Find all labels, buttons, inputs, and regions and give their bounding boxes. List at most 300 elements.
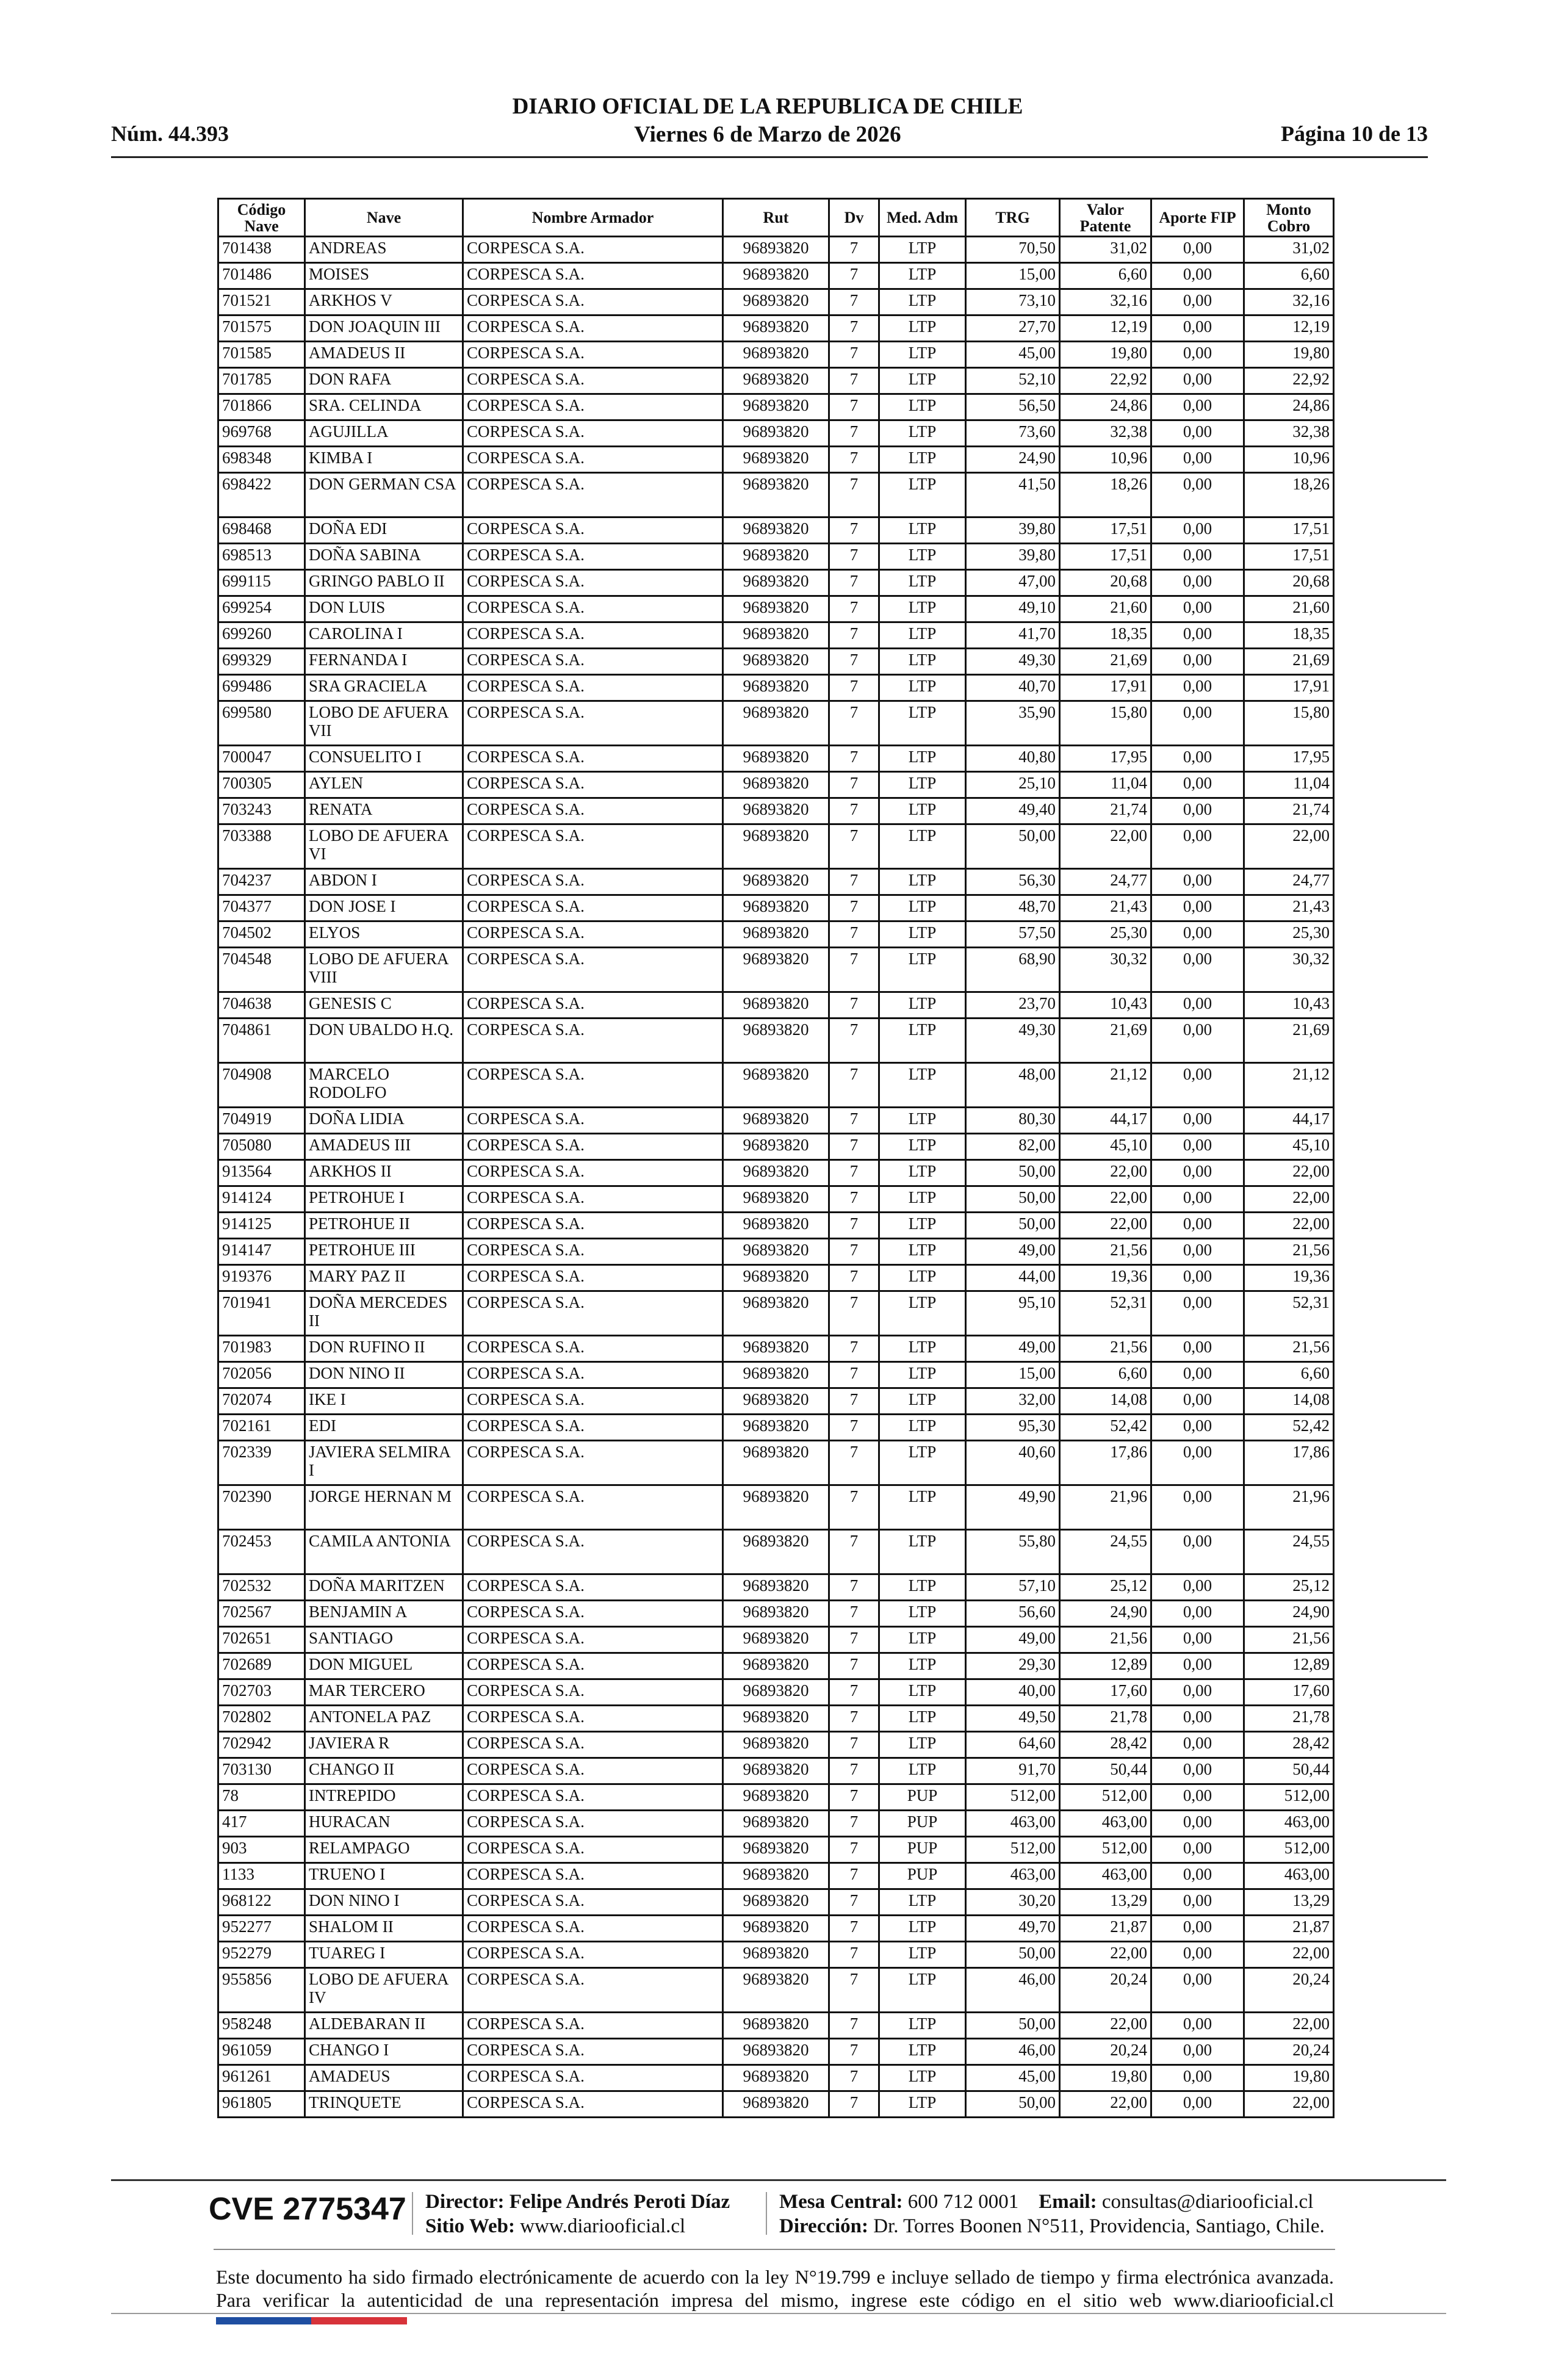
table-cell: 0,00	[1151, 992, 1244, 1019]
table-cell: 21,12	[1060, 1063, 1151, 1108]
table-cell: LTP	[879, 921, 966, 948]
table-row	[218, 1530, 1334, 1574]
table-cell: 7	[829, 1837, 879, 1863]
table-cell: 7	[829, 394, 879, 420]
publication-title: DIARIO OFICIAL DE LA REPUBLICA DE CHILE	[512, 94, 1023, 119]
table-cell: 7	[829, 1160, 879, 1186]
table-cell: PUP	[879, 1784, 966, 1811]
table-cell: LTP	[879, 1160, 966, 1186]
table-cell: RELAMPAGO	[305, 1837, 463, 1863]
table-cell: 49,50	[966, 1706, 1060, 1732]
table-cell: 704638	[218, 992, 305, 1019]
table-row	[218, 596, 1334, 622]
table-cell: 0,00	[1151, 1706, 1244, 1732]
table-cell: 7	[829, 992, 879, 1019]
table-cell: 11,04	[1244, 772, 1334, 798]
table-row	[218, 1362, 1334, 1388]
table-cell: JAVIERA R	[305, 1732, 463, 1758]
table-cell: 25,30	[1060, 921, 1151, 948]
table-cell: 1133	[218, 1863, 305, 1889]
table-cell: 7	[829, 824, 879, 869]
table-cell: 40,60	[966, 1441, 1060, 1485]
table-cell: DON UBALDO H.Q.	[305, 1019, 463, 1063]
table-cell: DOÑA LIDIA	[305, 1108, 463, 1134]
table-cell: 7	[829, 701, 879, 746]
table-cell: CORPESCA S.A.	[463, 1291, 723, 1336]
table-cell: CORPESCA S.A.	[463, 1968, 723, 2013]
table-cell: 7	[829, 1063, 879, 1108]
table-cell: 0,00	[1151, 2013, 1244, 2039]
table-cell: CORPESCA S.A.	[463, 746, 723, 772]
table-cell: 0,00	[1151, 1160, 1244, 1186]
table-cell: DON LUIS	[305, 596, 463, 622]
table-cell: 7	[829, 2065, 879, 2091]
table-cell: 463,00	[966, 1863, 1060, 1889]
table-cell: CORPESCA S.A.	[463, 368, 723, 394]
table-cell: LTP	[879, 1265, 966, 1291]
table-cell: 0,00	[1151, 895, 1244, 921]
table-cell: 914124	[218, 1186, 305, 1213]
table-cell: PUP	[879, 1863, 966, 1889]
table-cell: 96893820	[723, 316, 829, 342]
table-cell: 7	[829, 675, 879, 701]
table-cell: 11,04	[1060, 772, 1151, 798]
table-cell: 24,90	[1060, 1601, 1151, 1627]
table-row	[218, 824, 1334, 869]
table-cell: LTP	[879, 1916, 966, 1942]
table-cell: 17,91	[1060, 675, 1151, 701]
column-header: Nombre Armador	[463, 199, 723, 237]
table-cell: 21,78	[1244, 1706, 1334, 1732]
table-cell: 96893820	[723, 1889, 829, 1916]
table-cell: 96893820	[723, 237, 829, 263]
table-cell: 24,86	[1244, 394, 1334, 420]
table-cell: 969768	[218, 420, 305, 447]
table-cell: 32,38	[1060, 420, 1151, 447]
table-cell: 7	[829, 2013, 879, 2039]
table-cell: 7	[829, 342, 879, 368]
table-row	[218, 895, 1334, 921]
table-cell: 96893820	[723, 675, 829, 701]
table-cell: LOBO DE AFUERA VII	[305, 701, 463, 746]
table-cell: 0,00	[1151, 701, 1244, 746]
table-cell: 96893820	[723, 649, 829, 675]
table-cell: 96893820	[723, 895, 829, 921]
table-cell: 96893820	[723, 1441, 829, 1485]
table-cell: 96893820	[723, 948, 829, 992]
table-cell: 96893820	[723, 1063, 829, 1108]
table-cell: 0,00	[1151, 2091, 1244, 2118]
table-cell: 7	[829, 1239, 879, 1265]
flag-bar-blue	[216, 2317, 311, 2324]
table-cell: TUAREG I	[305, 1942, 463, 1968]
table-row	[218, 1574, 1334, 1601]
table-cell: LTP	[879, 1213, 966, 1239]
table-cell: CORPESCA S.A.	[463, 2065, 723, 2091]
table-cell: 0,00	[1151, 394, 1244, 420]
table-cell: 22,00	[1060, 1213, 1151, 1239]
table-cell: 96893820	[723, 701, 829, 746]
table-cell: 699115	[218, 570, 305, 596]
table-cell: 463,00	[966, 1811, 1060, 1837]
table-cell: CORPESCA S.A.	[463, 420, 723, 447]
table-cell: 463,00	[1060, 1863, 1151, 1889]
table-cell: SRA GRACIELA	[305, 675, 463, 701]
table-cell: 0,00	[1151, 1265, 1244, 1291]
table-cell: DON JOSE I	[305, 895, 463, 921]
table-cell: 463,00	[1244, 1863, 1334, 1889]
table-cell: 21,60	[1244, 596, 1334, 622]
table-cell: 0,00	[1151, 1239, 1244, 1265]
table-cell: DON JOAQUIN III	[305, 316, 463, 342]
cve-code: CVE 2775347	[209, 2191, 406, 2227]
table-cell: 28,42	[1244, 1732, 1334, 1758]
table-cell: JORGE HERNAN M	[305, 1485, 463, 1530]
table-cell: CORPESCA S.A.	[463, 1134, 723, 1160]
email-link[interactable]: consultas@diariooficial.cl	[1101, 2191, 1314, 2213]
table-cell: LTP	[879, 1706, 966, 1732]
table-cell: LTP	[879, 1485, 966, 1530]
table-cell: 0,00	[1151, 1968, 1244, 2013]
table-row	[218, 1863, 1334, 1889]
table-cell: HURACAN	[305, 1811, 463, 1837]
table-cell: DON RAFA	[305, 368, 463, 394]
table-cell: 25,12	[1244, 1574, 1334, 1601]
table-cell: 73,60	[966, 420, 1060, 447]
table-cell: 24,77	[1060, 869, 1151, 895]
table-cell: DON NINO II	[305, 1362, 463, 1388]
table-cell: 18,35	[1060, 622, 1151, 649]
table-cell: 50,00	[966, 1213, 1060, 1239]
table-cell: 961261	[218, 2065, 305, 2091]
publication-date: Viernes 6 de Marzo de 2026	[634, 122, 901, 147]
table-cell: 22,00	[1060, 1942, 1151, 1968]
table-cell: PUP	[879, 1837, 966, 1863]
table-cell: 703243	[218, 798, 305, 824]
table-cell: 12,19	[1060, 316, 1151, 342]
table-cell: 7	[829, 368, 879, 394]
table-cell: 49,00	[966, 1336, 1060, 1362]
table-cell: ELYOS	[305, 921, 463, 948]
table-cell: 49,40	[966, 798, 1060, 824]
table-cell: 512,00	[966, 1837, 1060, 1863]
table-cell: CORPESCA S.A.	[463, 2013, 723, 2039]
table-cell: 12,89	[1060, 1653, 1151, 1679]
table-cell: 21,43	[1244, 895, 1334, 921]
table-cell: CORPESCA S.A.	[463, 342, 723, 368]
table-cell: 701438	[218, 237, 305, 263]
table-cell: CORPESCA S.A.	[463, 263, 723, 289]
table-row	[218, 316, 1334, 342]
table-cell: 96893820	[723, 517, 829, 544]
table-cell: CAROLINA I	[305, 622, 463, 649]
table-cell: 49,70	[966, 1916, 1060, 1942]
table-cell: 701866	[218, 394, 305, 420]
table-cell: CORPESCA S.A.	[463, 1889, 723, 1916]
table-cell: 6,60	[1060, 263, 1151, 289]
table-cell: 96893820	[723, 1942, 829, 1968]
table-cell: 512,00	[1244, 1837, 1334, 1863]
table-cell: 73,10	[966, 289, 1060, 316]
table-cell: 7	[829, 237, 879, 263]
table-cell: CORPESCA S.A.	[463, 1758, 723, 1784]
table-row	[218, 2013, 1334, 2039]
table-cell: 0,00	[1151, 1863, 1244, 1889]
table-cell: LTP	[879, 1336, 966, 1362]
table-cell: 0,00	[1151, 447, 1244, 473]
table-cell: 56,30	[966, 869, 1060, 895]
table-cell: CORPESCA S.A.	[463, 2091, 723, 2118]
table-cell: CORPESCA S.A.	[463, 473, 723, 517]
table-cell: LTP	[879, 2065, 966, 2091]
table-cell: 702161	[218, 1415, 305, 1441]
table-row	[218, 869, 1334, 895]
table-cell: 21,87	[1060, 1916, 1151, 1942]
table-cell: LTP	[879, 824, 966, 869]
table-cell: 7	[829, 316, 879, 342]
table-cell: 17,51	[1244, 517, 1334, 544]
legal-notice: Este documento ha sido firmado electrónicamente de acuerdo con la ley N°19.799 e incluye sellado de tiempo y firma electrónica avanzada. Para verificar la autenticidad de una representación impresa del mismo, ingrese este código en el sitio web www.diariooficial.cl	[216, 2266, 1334, 2311]
table-cell: 702942	[218, 1732, 305, 1758]
table-cell: 700047	[218, 746, 305, 772]
table-cell: 20,24	[1244, 2039, 1334, 2065]
table-cell: 7	[829, 1811, 879, 1837]
table-cell: 701575	[218, 316, 305, 342]
table-cell: 49,00	[966, 1627, 1060, 1653]
table-cell: 7	[829, 447, 879, 473]
table-row	[218, 237, 1334, 263]
website-link[interactable]: www.diariooficial.cl	[520, 2215, 686, 2237]
table-cell: 21,87	[1244, 1916, 1334, 1942]
table-cell: 19,80	[1060, 2065, 1151, 2091]
table-cell: 22,00	[1244, 2013, 1334, 2039]
table-cell: 96893820	[723, 992, 829, 1019]
table-row	[218, 1213, 1334, 1239]
table-cell: 0,00	[1151, 2065, 1244, 2091]
table-cell: PETROHUE II	[305, 1213, 463, 1239]
table-cell: CORPESCA S.A.	[463, 1336, 723, 1362]
table-cell: 7	[829, 1627, 879, 1653]
table-cell: 32,16	[1244, 289, 1334, 316]
table-cell: CORPESCA S.A.	[463, 2039, 723, 2065]
table-cell: 78	[218, 1784, 305, 1811]
table-row	[218, 1265, 1334, 1291]
table-cell: 49,10	[966, 596, 1060, 622]
table-cell: 0,00	[1151, 1388, 1244, 1415]
table-cell: 50,00	[966, 2013, 1060, 2039]
table-cell: PUP	[879, 1811, 966, 1837]
table-cell: CORPESCA S.A.	[463, 772, 723, 798]
table-cell: 17,86	[1060, 1441, 1151, 1485]
table-cell: 50,00	[966, 1186, 1060, 1213]
table-cell: LTP	[879, 289, 966, 316]
table-cell: 40,80	[966, 746, 1060, 772]
table-cell: 7	[829, 2039, 879, 2065]
table-cell: FERNANDA I	[305, 649, 463, 675]
table-cell: 7	[829, 1485, 879, 1530]
table-cell: 0,00	[1151, 1019, 1244, 1063]
table-cell: 21,56	[1244, 1239, 1334, 1265]
table-cell: 96893820	[723, 1186, 829, 1213]
table-cell: 17,95	[1244, 746, 1334, 772]
table-cell: 96893820	[723, 473, 829, 517]
table-cell: 0,00	[1151, 237, 1244, 263]
table-cell: LTP	[879, 895, 966, 921]
table-cell: 21,69	[1244, 1019, 1334, 1063]
table-row	[218, 263, 1334, 289]
table-cell: 699486	[218, 675, 305, 701]
table-cell: 0,00	[1151, 1627, 1244, 1653]
table-cell: 512,00	[1060, 1837, 1151, 1863]
table-cell: 96893820	[723, 1530, 829, 1574]
table-cell: 0,00	[1151, 1601, 1244, 1627]
table-cell: 7	[829, 596, 879, 622]
table-cell: LTP	[879, 394, 966, 420]
table-cell: MARCELO RODOLFO	[305, 1063, 463, 1108]
table-cell: 6,60	[1244, 263, 1334, 289]
table-cell: 0,00	[1151, 517, 1244, 544]
table-cell: LTP	[879, 2013, 966, 2039]
table-cell: 7	[829, 1336, 879, 1362]
table-cell: 0,00	[1151, 1916, 1244, 1942]
table-row	[218, 394, 1334, 420]
table-cell: CORPESCA S.A.	[463, 1388, 723, 1415]
table-cell: CORPESCA S.A.	[463, 394, 723, 420]
table-cell: 0,00	[1151, 570, 1244, 596]
column-header: Dv	[829, 199, 879, 237]
table-cell: 22,00	[1060, 1160, 1151, 1186]
table-cell: 19,36	[1244, 1265, 1334, 1291]
table-cell: LTP	[879, 1942, 966, 1968]
table-cell: 96893820	[723, 772, 829, 798]
table-cell: 48,00	[966, 1063, 1060, 1108]
table-cell: 96893820	[723, 447, 829, 473]
table-row	[218, 1601, 1334, 1627]
table-cell: 702703	[218, 1679, 305, 1706]
table-cell: CORPESCA S.A.	[463, 1732, 723, 1758]
table-cell: 55,80	[966, 1530, 1060, 1574]
table-cell: 7	[829, 1388, 879, 1415]
table-cell: 0,00	[1151, 921, 1244, 948]
table-cell: 96893820	[723, 622, 829, 649]
table-cell: 0,00	[1151, 1574, 1244, 1601]
table-cell: 6,60	[1060, 1362, 1151, 1388]
table-cell: JAVIERA SELMIRA I	[305, 1441, 463, 1485]
table-cell: 703388	[218, 824, 305, 869]
table-cell: 7	[829, 649, 879, 675]
table-row	[218, 948, 1334, 992]
table-cell: LTP	[879, 948, 966, 992]
table-cell: 96893820	[723, 1653, 829, 1679]
table-cell: 96893820	[723, 798, 829, 824]
table-cell: 22,00	[1244, 1160, 1334, 1186]
table-cell: 417	[218, 1811, 305, 1837]
column-header: Aporte FIP	[1151, 199, 1244, 237]
table-cell: 44,17	[1060, 1108, 1151, 1134]
table-row	[218, 1758, 1334, 1784]
table-cell: 0,00	[1151, 316, 1244, 342]
table-cell: 22,00	[1060, 2013, 1151, 2039]
table-cell: 50,44	[1244, 1758, 1334, 1784]
table-row	[218, 701, 1334, 746]
table-cell: 702339	[218, 1441, 305, 1485]
table-cell: CORPESCA S.A.	[463, 1916, 723, 1942]
table-cell: 7	[829, 869, 879, 895]
table-cell: 0,00	[1151, 1889, 1244, 1916]
table-cell: CORPESCA S.A.	[463, 1213, 723, 1239]
table-cell: PETROHUE III	[305, 1239, 463, 1265]
table-cell: 19,80	[1244, 2065, 1334, 2091]
table-cell: 7	[829, 921, 879, 948]
table-cell: 41,70	[966, 622, 1060, 649]
table-cell: 17,60	[1060, 1679, 1151, 1706]
table-row	[218, 649, 1334, 675]
table-cell: 0,00	[1151, 2039, 1244, 2065]
table-cell: 7	[829, 1265, 879, 1291]
table-cell: 699329	[218, 649, 305, 675]
table-cell: DOÑA MERCEDES II	[305, 1291, 463, 1336]
table-row	[218, 1485, 1334, 1530]
table-cell: 96893820	[723, 1706, 829, 1732]
table-cell: 21,78	[1060, 1706, 1151, 1732]
table-cell: 45,00	[966, 342, 1060, 368]
table-cell: 31,02	[1060, 237, 1151, 263]
table-cell: 919376	[218, 1265, 305, 1291]
table-cell: 698348	[218, 447, 305, 473]
table-cell: 22,00	[1060, 2091, 1151, 2118]
table-cell: AMADEUS III	[305, 1134, 463, 1160]
table-cell: 49,30	[966, 649, 1060, 675]
table-cell: 0,00	[1151, 746, 1244, 772]
table-cell: 57,10	[966, 1574, 1060, 1601]
table-cell: ARKHOS V	[305, 289, 463, 316]
table-row	[218, 570, 1334, 596]
table-cell: 21,60	[1060, 596, 1151, 622]
table-cell: 0,00	[1151, 1485, 1244, 1530]
table-cell: LTP	[879, 316, 966, 342]
table-cell: 96893820	[723, 2065, 829, 2091]
table-cell: CONSUELITO I	[305, 746, 463, 772]
table-row	[218, 772, 1334, 798]
table-row	[218, 1706, 1334, 1732]
table-cell: 7	[829, 1758, 879, 1784]
table-cell: DOÑA SABINA	[305, 544, 463, 570]
table-cell: 96893820	[723, 1784, 829, 1811]
table-cell: 96893820	[723, 1415, 829, 1441]
table-cell: LTP	[879, 1601, 966, 1627]
table-cell: 7	[829, 420, 879, 447]
table-cell: 24,55	[1244, 1530, 1334, 1574]
table-cell: 7	[829, 473, 879, 517]
table-row	[218, 1837, 1334, 1863]
table-cell: 0,00	[1151, 473, 1244, 517]
table-cell: IKE I	[305, 1388, 463, 1415]
table-cell: 15,80	[1060, 701, 1151, 746]
table-cell: 705080	[218, 1134, 305, 1160]
table-cell: CORPESCA S.A.	[463, 1019, 723, 1063]
flag-bar-red	[311, 2317, 407, 2324]
table-cell: 0,00	[1151, 342, 1244, 368]
table-cell: 702074	[218, 1388, 305, 1415]
table-cell: 512,00	[1244, 1784, 1334, 1811]
table-cell: 21,43	[1060, 895, 1151, 921]
table-cell: TRINQUETE	[305, 2091, 463, 2118]
table-cell: 96893820	[723, 1679, 829, 1706]
table-cell: CORPESCA S.A.	[463, 517, 723, 544]
table-cell: 699580	[218, 701, 305, 746]
table-row	[218, 1968, 1334, 2013]
director-label: Director:	[425, 2191, 505, 2213]
